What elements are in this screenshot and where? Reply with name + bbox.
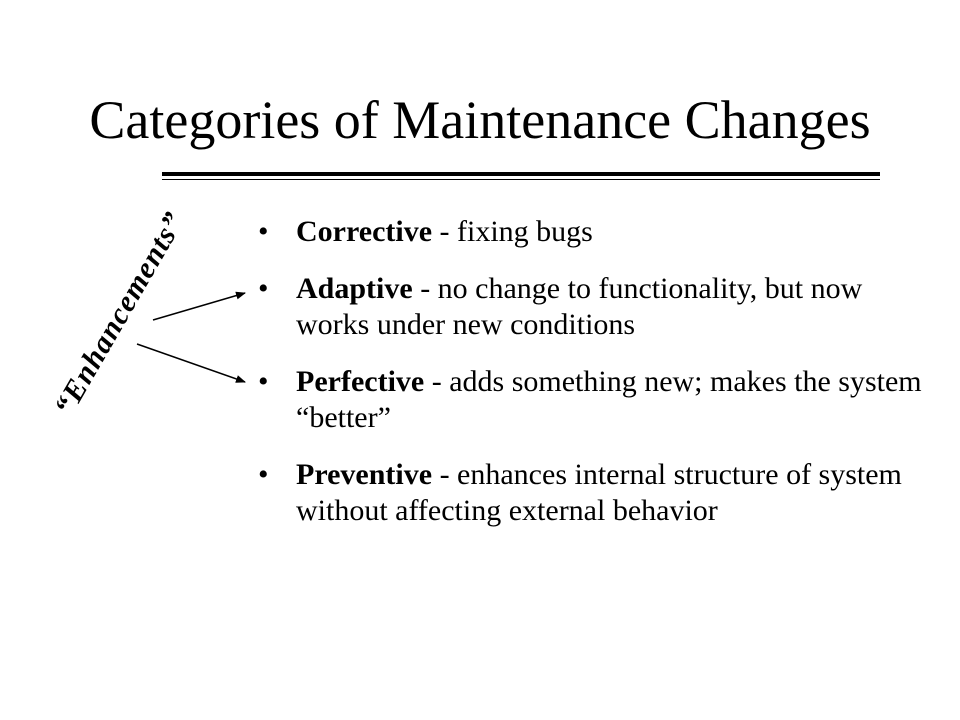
- bullet-text: - adds something new; makes the system “better”: [296, 365, 922, 434]
- bullet-dot-icon: •: [258, 272, 269, 305]
- slide-title: Categories of Maintenance Changes: [89, 90, 871, 150]
- bullet-text: - enhances internal structure of system without affecting external behavior: [296, 458, 902, 527]
- bullet-dot-icon: •: [258, 365, 269, 398]
- bullet-adaptive: [258, 271, 938, 343]
- bullet-term: Perfective: [296, 365, 425, 398]
- bullet-term: Corrective: [296, 215, 433, 248]
- arrow-to-adaptive: [153, 293, 245, 320]
- bullet-text: - fixing bugs: [432, 215, 593, 248]
- bullet-corrective: [258, 214, 938, 250]
- bullet-term: Preventive: [296, 458, 433, 491]
- enhancements-label: “Enhancements”: [48, 206, 192, 422]
- bullet-list: [258, 214, 938, 550]
- bullet-perfective: [258, 364, 938, 436]
- bullet-term: Adaptive: [296, 272, 413, 305]
- bullet-text: - no change to functionality, but now works under new conditions: [296, 272, 863, 341]
- bullet-preventive: [258, 457, 938, 529]
- bullet-dot-icon: •: [258, 458, 269, 491]
- bullet-dot-icon: •: [258, 215, 269, 248]
- arrow-to-perfective: [137, 344, 245, 382]
